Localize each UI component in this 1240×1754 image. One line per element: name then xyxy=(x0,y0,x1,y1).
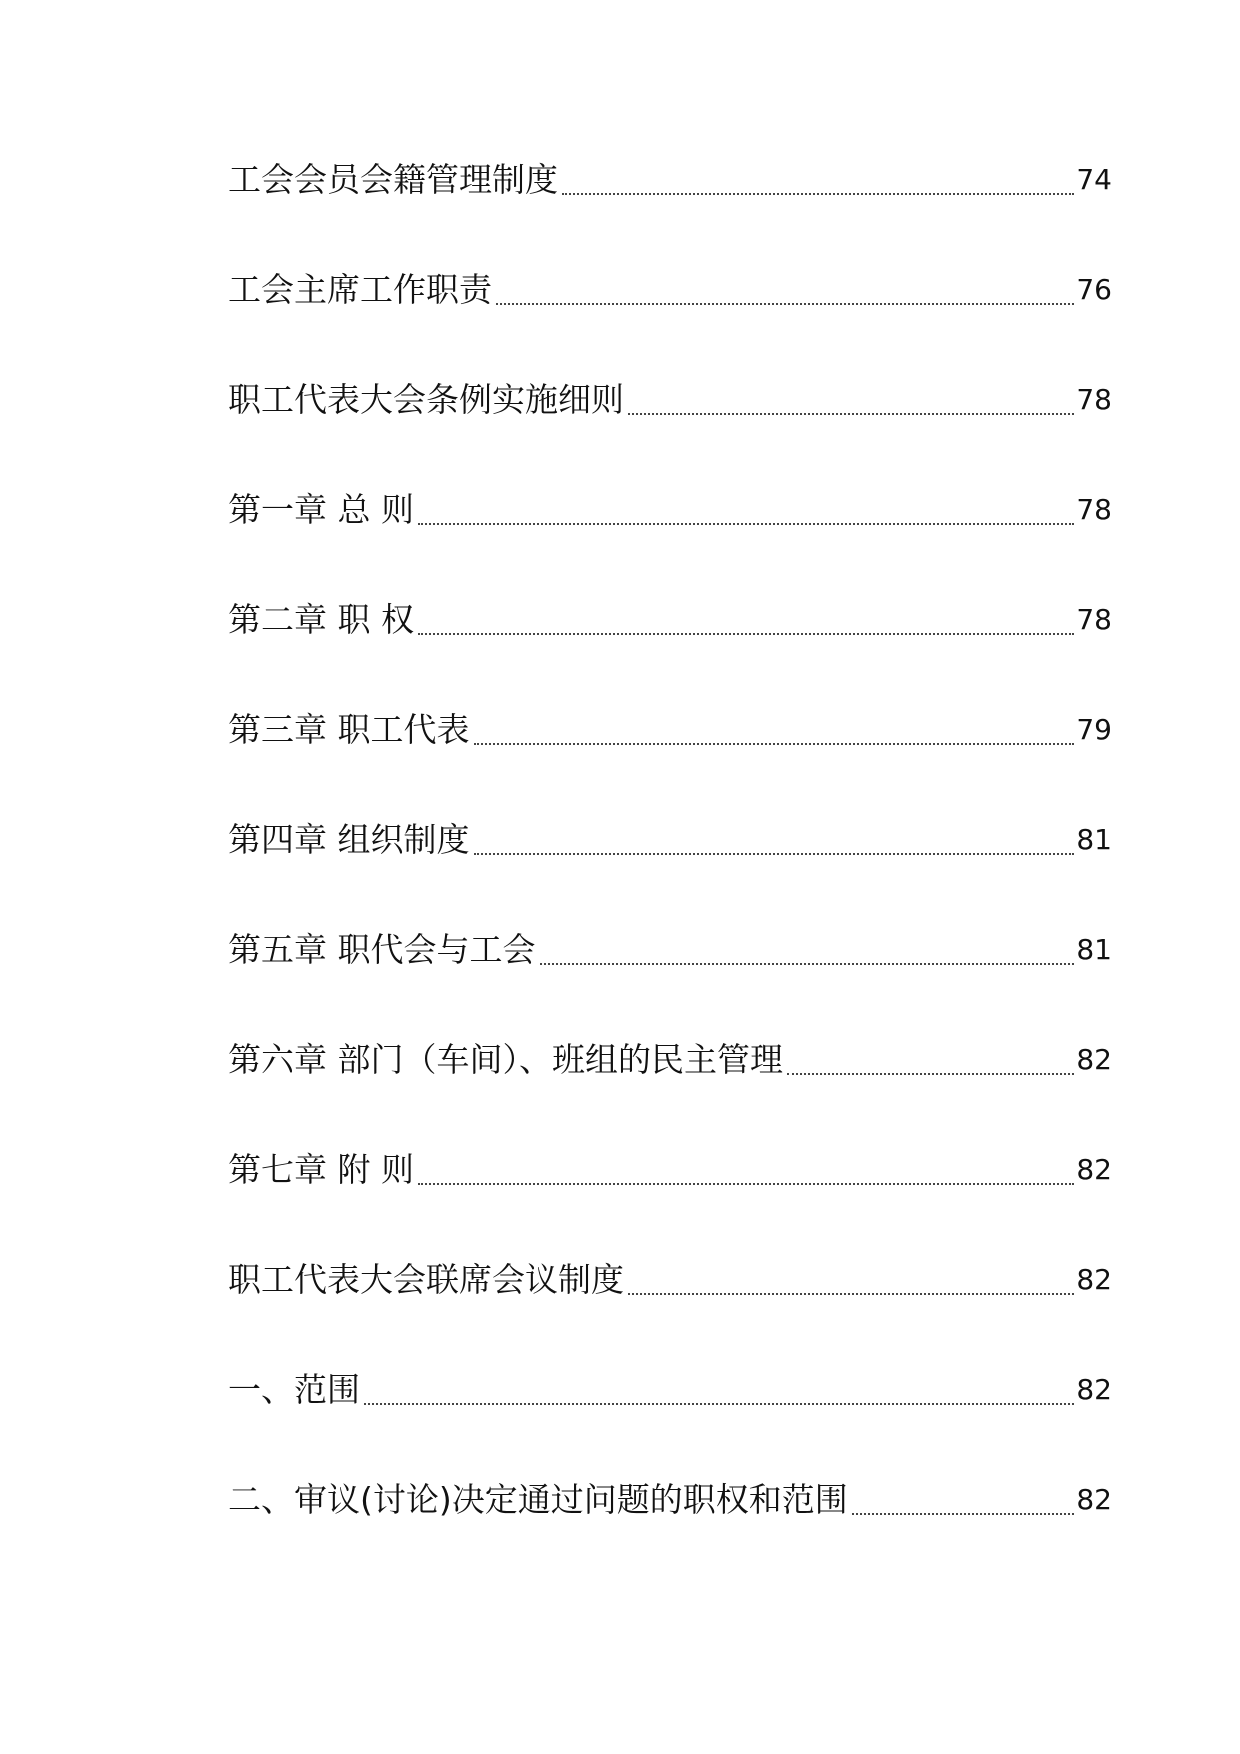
toc-entry-title: 工会主席工作职责 xyxy=(228,270,492,309)
toc-entry[interactable] xyxy=(228,490,1112,600)
toc-dot-leader xyxy=(364,1370,1074,1405)
toc-entry[interactable] xyxy=(228,1370,1112,1480)
toc-entry-title: 职工代表大会条例实施细则 xyxy=(228,380,624,419)
toc-page-number: 76 xyxy=(1076,273,1112,306)
toc-dot-leader xyxy=(852,1480,1075,1515)
toc-dot-leader xyxy=(628,380,1074,415)
toc-dot-leader xyxy=(418,490,1074,525)
toc-entry-title: 第四章 组织制度 xyxy=(228,820,470,859)
toc-entry[interactable] xyxy=(228,710,1112,820)
toc-entry[interactable] xyxy=(228,1150,1112,1260)
toc-dot-leader xyxy=(496,270,1074,305)
toc-entry-title: 工会会员会籍管理制度 xyxy=(228,160,558,199)
toc-dot-leader xyxy=(474,710,1075,745)
toc-dot-leader xyxy=(474,820,1075,855)
toc-entry[interactable] xyxy=(228,380,1112,490)
toc-entry[interactable] xyxy=(228,820,1112,930)
toc-page-number: 78 xyxy=(1076,493,1112,526)
toc-dot-leader xyxy=(562,160,1074,195)
toc-dot-leader xyxy=(540,930,1075,965)
toc-entry[interactable] xyxy=(228,160,1112,270)
toc-page-number: 78 xyxy=(1076,383,1112,416)
table-of-contents xyxy=(228,160,1112,1590)
toc-entry-title: 二、审议(讨论)决定通过问题的职权和范围 xyxy=(228,1480,848,1519)
toc-page-number: 82 xyxy=(1076,1263,1112,1296)
toc-entry-title: 第五章 职代会与工会 xyxy=(228,930,536,969)
toc-page-number: 74 xyxy=(1076,163,1112,196)
toc-entry[interactable] xyxy=(228,1040,1112,1150)
toc-entry-title: 第七章 附 则 xyxy=(228,1150,414,1189)
toc-page-number: 82 xyxy=(1076,1483,1112,1516)
toc-dot-leader xyxy=(418,1150,1074,1185)
toc-entry-title: 职工代表大会联席会议制度 xyxy=(228,1260,624,1299)
toc-entry-title: 第三章 职工代表 xyxy=(228,710,470,749)
toc-entry[interactable] xyxy=(228,270,1112,380)
toc-page-number: 81 xyxy=(1076,933,1112,966)
toc-dot-leader xyxy=(418,600,1074,635)
toc-entry-title: 一、范围 xyxy=(228,1370,360,1409)
toc-dot-leader xyxy=(787,1040,1074,1075)
toc-page-number: 81 xyxy=(1076,823,1112,856)
toc-entry[interactable] xyxy=(228,1260,1112,1370)
toc-entry-title: 第一章 总 则 xyxy=(228,490,414,529)
toc-entry-title: 第二章 职 权 xyxy=(228,600,414,639)
toc-page-number: 82 xyxy=(1076,1373,1112,1406)
toc-entry[interactable] xyxy=(228,600,1112,710)
toc-page-number: 79 xyxy=(1076,713,1112,746)
toc-page-number: 82 xyxy=(1076,1153,1112,1186)
toc-entry[interactable] xyxy=(228,930,1112,1040)
toc-page-number: 78 xyxy=(1076,603,1112,636)
toc-entry[interactable] xyxy=(228,1480,1112,1590)
toc-page-number: 82 xyxy=(1076,1043,1112,1076)
toc-entry-title: 第六章 部门（车间）、班组的民主管理 xyxy=(228,1040,783,1079)
toc-dot-leader xyxy=(628,1260,1074,1295)
